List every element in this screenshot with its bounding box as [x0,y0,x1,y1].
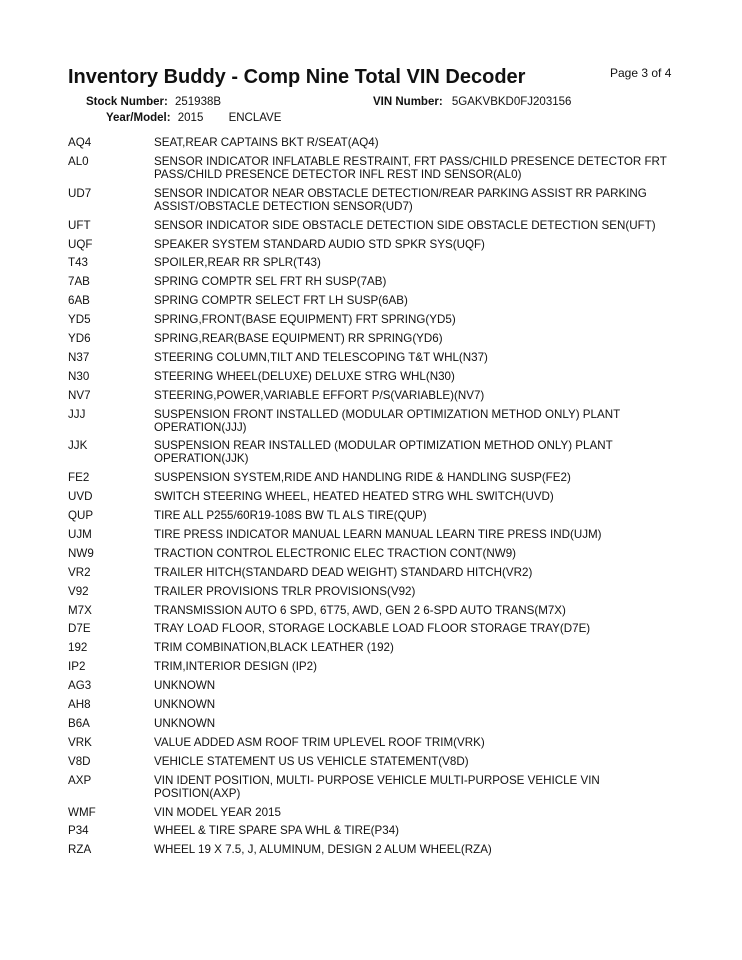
option-code: AH8 [68,698,91,712]
option-code: FE2 [68,471,90,485]
option-description: STEERING WHEEL(DELUXE) DELUXE STRG WHL(N30) [154,369,455,383]
option-description: WHEEL 19 X 7.5, J, ALUMINUM, DESIGN 2 ALUM WHEEL(RZA) [154,843,492,857]
option-description: TRAY LOAD FLOOR, STORAGE LOCKABLE LOAD FLOOR STORAGE TRAY(D7E) [154,622,591,636]
option-row [68,566,688,579]
option-code-list [68,136,688,862]
option-row [68,332,688,345]
option-description: STEERING COLUMN,TILT AND TELESCOPING T&T WHL(N37) [154,350,488,364]
stock-number-label: Stock Number: [86,96,168,108]
option-row [68,622,688,635]
option-code: 7AB [68,275,90,289]
option-description: SUSPENSION FRONT INSTALLED (MODULAR OPTIMIZATION METHOD ONLY) PLANT OPERATION(JJJ) [154,407,620,434]
option-code: IP2 [68,660,86,674]
option-row [68,408,688,434]
option-description: UNKNOWN [154,698,216,712]
option-row [68,604,688,617]
option-description: TRACTION CONTROL ELECTRONIC ELEC TRACTION CONT(NW9) [154,546,516,560]
option-description: UNKNOWN [154,716,216,730]
option-row [68,471,688,484]
option-code: VR2 [68,565,91,579]
option-row [68,219,688,232]
option-row [68,509,688,522]
option-code: JJJ [68,407,86,421]
vin-number-label: VIN Number: [373,96,443,108]
stock-number-value: 251938B [175,96,222,108]
option-row [68,585,688,598]
option-description: VALUE ADDED ASM ROOF TRIM UPLEVEL ROOF TRIM(VRK) [154,735,485,749]
option-code: 192 [68,641,88,655]
option-code: AL0 [68,154,89,168]
option-code: 6AB [68,294,90,308]
option-row [68,717,688,730]
page-number: Page 3 of 4 [610,66,672,80]
option-code: M7X [68,603,92,617]
option-row [68,136,688,149]
vin-number-row [373,96,571,108]
option-description: TRIM,INTERIOR DESIGN (IP2) [154,660,317,674]
option-code: UD7 [68,186,92,200]
year-model-row [106,112,281,124]
option-code: AQ4 [68,136,92,149]
option-row [68,679,688,692]
option-row [68,698,688,711]
option-description: TIRE PRESS INDICATOR MANUAL LEARN MANUAL LEARN TIRE PRESS IND(UJM) [154,528,602,542]
option-code: RZA [68,843,92,857]
option-code: YD6 [68,332,91,346]
option-description: STEERING,POWER,VARIABLE EFFORT P/S(VARIABLE)(NV7) [154,388,485,402]
option-code: V8D [68,754,91,768]
option-description: SENSOR INDICATOR SIDE OBSTACLE DETECTION SIDE OBSTACLE DETECTION SEN(UFT) [154,218,656,232]
option-code: UJM [68,528,92,542]
option-description: SEAT,REAR CAPTAINS BKT R/SEAT(AQ4) [154,136,379,149]
option-description: SPRING,REAR(BASE EQUIPMENT) RR SPRING(YD6) [154,332,443,346]
option-code: UVD [68,490,93,504]
option-row [68,641,688,654]
option-code: UFT [68,218,91,232]
option-description: SENSOR INDICATOR NEAR OBSTACLE DETECTION/REAR PARKING ASSIST RR PARKING ASSIST/OBSTACLE DETECTION SENSOR(UD7) [154,186,647,213]
option-description: SPEAKER SYSTEM STANDARD AUDIO STD SPKR SYS(UQF) [154,237,485,251]
year-model-label: Year/Model: [106,112,171,124]
year-value: 2015 [177,112,204,124]
option-row [68,774,688,800]
option-code: JJK [68,439,88,453]
option-row [68,351,688,364]
option-description: UNKNOWN [154,679,216,693]
option-description: SPOILER,REAR RR SPLR(T43) [154,256,321,270]
option-code: P34 [68,824,89,838]
option-row [68,824,688,837]
option-description: SUSPENSION REAR INSTALLED (MODULAR OPTIMIZATION METHOD ONLY) PLANT OPERATION(JJK) [154,439,613,466]
option-description: SPRING COMPTR SEL FRT RH SUSP(7AB) [154,275,387,289]
option-description: TRAILER HITCH(STANDARD DEAD WEIGHT) STANDARD HITCH(VR2) [154,565,533,579]
option-description: WHEEL & TIRE SPARE SPA WHL & TIRE(P34) [154,824,400,838]
option-row [68,806,688,819]
option-description: SPRING COMPTR SELECT FRT LH SUSP(6AB) [154,294,408,308]
option-code: N37 [68,350,90,364]
option-description: SPRING,FRONT(BASE EQUIPMENT) FRT SPRING(YD5) [154,313,456,327]
option-description: VEHICLE STATEMENT US US VEHICLE STATEMENT(V8D) [154,754,469,768]
option-description: TRIM COMBINATION,BLACK LEATHER (192) [154,641,394,655]
option-row [68,256,688,269]
option-code: T43 [68,256,88,270]
option-row [68,389,688,402]
option-description: SWITCH STEERING WHEEL, HEATED HEATED STRG WHL SWITCH(UVD) [154,490,554,504]
option-code: D7E [68,622,91,636]
option-row [68,439,688,465]
option-row [68,660,688,673]
option-description: TRANSMISSION AUTO 6 SPD, 6T75, AWD, GEN 2 6-SPD AUTO TRANS(M7X) [154,603,566,617]
option-description: VIN IDENT POSITION, MULTI- PURPOSE VEHICLE MULTI-PURPOSE VEHICLE VIN POSITION(AXP) [154,773,600,800]
option-code: AG3 [68,679,92,693]
option-row [68,490,688,503]
option-row [68,238,688,251]
option-row [68,736,688,749]
option-description: TIRE ALL P255/60R19-108S BW TL ALS TIRE(QUP) [154,509,427,523]
option-row [68,547,688,560]
option-code: WMF [68,805,96,819]
option-row [68,187,688,213]
option-row [68,275,688,288]
option-code: UQF [68,237,93,251]
option-code: NW9 [68,546,94,560]
option-code: QUP [68,509,94,523]
option-row [68,528,688,541]
model-value: ENCLAVE [228,112,282,124]
option-description: VIN MODEL YEAR 2015 [154,805,281,819]
option-row [68,755,688,768]
option-code: YD5 [68,313,91,327]
option-row [68,155,688,181]
option-code: NV7 [68,388,91,402]
option-description: SUSPENSION SYSTEM,RIDE AND HANDLING RIDE & HANDLING SUSP(FE2) [154,471,571,485]
option-code: AXP [68,773,92,787]
option-row [68,843,688,856]
option-row [68,370,688,383]
option-description: TRAILER PROVISIONS TRLR PROVISIONS(V92) [154,584,416,598]
option-row [68,294,688,307]
option-code: N30 [68,369,90,383]
option-code: VRK [68,735,92,749]
option-code: V92 [68,584,89,598]
option-code: B6A [68,716,90,730]
option-row [68,313,688,326]
option-description: SENSOR INDICATOR INFLATABLE RESTRAINT, FRT PASS/CHILD PRESENCE DETECTOR FRT PASS/CHILD PRESENCE DETECTOR INFL REST IND SENSOR(AL0) [154,154,667,181]
vin-number-value: 5GAKVBKD0FJ203156 [451,96,572,108]
page-title: Inventory Buddy - Comp Nine Total VIN Decoder [68,66,526,88]
stock-number-row [86,96,221,108]
